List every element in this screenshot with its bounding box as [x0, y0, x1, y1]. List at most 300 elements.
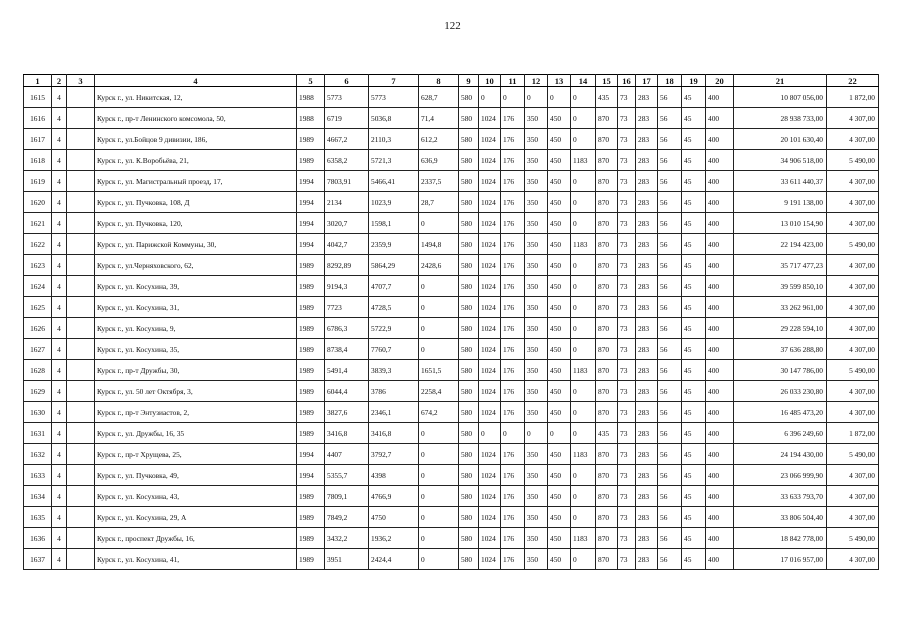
table-cell-col-7: 5036,8 [369, 108, 419, 129]
table-cell-col-14: 0 [571, 255, 596, 276]
table-cell-col-18: 56 [658, 444, 682, 465]
table-cell-col-11: 176 [501, 381, 525, 402]
column-header-15: 15 [596, 75, 618, 87]
table-cell-col-3 [67, 276, 95, 297]
table-cell-col-19: 45 [682, 486, 706, 507]
column-header-7: 7 [369, 75, 419, 87]
table-cell-col-9: 580 [459, 507, 479, 528]
table-cell-col-4: Курск г., ул. Пучковка, 108, Д [95, 192, 297, 213]
table-row [24, 87, 879, 108]
table-cell-col-22: 5 490,00 [827, 360, 879, 381]
table-cell-col-2: 4 [52, 507, 67, 528]
table-cell-col-11: 176 [501, 171, 525, 192]
table-cell-col-15: 870 [596, 339, 618, 360]
table-cell-col-9: 580 [459, 150, 479, 171]
table-cell-col-18: 56 [658, 171, 682, 192]
table-cell-col-2: 4 [52, 360, 67, 381]
table-cell-col-7: 5466,41 [369, 171, 419, 192]
table-cell-col-17: 283 [636, 192, 658, 213]
table-cell-col-14: 0 [571, 339, 596, 360]
table-cell-col-20: 400 [706, 381, 734, 402]
table-cell-col-5: 1989 [297, 129, 325, 150]
table-cell-col-10: 1024 [479, 402, 501, 423]
table-cell-col-19: 45 [682, 213, 706, 234]
table-cell-col-5: 1989 [297, 507, 325, 528]
table-cell-col-15: 870 [596, 192, 618, 213]
table-cell-col-1: 1636 [24, 528, 52, 549]
table-cell-col-19: 45 [682, 402, 706, 423]
table-cell-col-2: 4 [52, 276, 67, 297]
table-cell-col-17: 283 [636, 444, 658, 465]
table-cell-col-4: Курск г., ул. Пучковка, 120, [95, 213, 297, 234]
table-cell-col-5: 1994 [297, 213, 325, 234]
table-cell-col-19: 45 [682, 108, 706, 129]
table-cell-col-19: 45 [682, 549, 706, 570]
table-cell-col-9: 580 [459, 402, 479, 423]
table-cell-col-17: 283 [636, 402, 658, 423]
column-header-21: 21 [734, 75, 827, 87]
table-cell-col-11: 176 [501, 297, 525, 318]
table-cell-col-6: 5491,4 [325, 360, 369, 381]
table-row [24, 507, 879, 528]
column-header-2: 2 [52, 75, 67, 87]
table-cell-col-17: 283 [636, 381, 658, 402]
table-cell-col-18: 56 [658, 360, 682, 381]
table-cell-col-6: 8292,89 [325, 255, 369, 276]
table-cell-col-15: 870 [596, 318, 618, 339]
table-cell-col-1: 1615 [24, 87, 52, 108]
table-cell-col-22: 4 307,00 [827, 381, 879, 402]
table-cell-col-15: 870 [596, 528, 618, 549]
table-cell-col-7: 4750 [369, 507, 419, 528]
table-cell-col-12: 350 [525, 318, 548, 339]
table-cell-col-6: 7723 [325, 297, 369, 318]
table-cell-col-20: 400 [706, 507, 734, 528]
table-cell-col-15: 870 [596, 507, 618, 528]
table-cell-col-17: 283 [636, 108, 658, 129]
table-cell-col-14: 0 [571, 423, 596, 444]
table-cell-col-13: 450 [548, 507, 571, 528]
table-cell-col-9: 580 [459, 339, 479, 360]
table-row [24, 171, 879, 192]
table-cell-col-12: 350 [525, 528, 548, 549]
table-cell-col-12: 350 [525, 360, 548, 381]
table-cell-col-15: 870 [596, 213, 618, 234]
table-row [24, 549, 879, 570]
table-cell-col-14: 0 [571, 108, 596, 129]
table-cell-col-19: 45 [682, 297, 706, 318]
table-cell-col-8: 0 [419, 528, 459, 549]
table-cell-col-2: 4 [52, 486, 67, 507]
table-cell-col-18: 56 [658, 108, 682, 129]
table-cell-col-7: 3792,7 [369, 444, 419, 465]
table-cell-col-21: 18 842 778,00 [734, 528, 827, 549]
table-cell-col-11: 176 [501, 486, 525, 507]
table-cell-col-15: 435 [596, 423, 618, 444]
table-cell-col-21: 10 807 056,00 [734, 87, 827, 108]
table-cell-col-6: 3432,2 [325, 528, 369, 549]
table-cell-col-14: 0 [571, 297, 596, 318]
table-cell-col-1: 1619 [24, 171, 52, 192]
table-cell-col-14: 0 [571, 486, 596, 507]
table-cell-col-4: Курск г., ул. Парижской Коммуны, 30, [95, 234, 297, 255]
table-cell-col-11: 176 [501, 528, 525, 549]
table-cell-col-11: 176 [501, 192, 525, 213]
table-cell-col-21: 33 633 793,70 [734, 486, 827, 507]
table-cell-col-6: 4042,7 [325, 234, 369, 255]
table-cell-col-15: 870 [596, 108, 618, 129]
table-cell-col-7: 5864,29 [369, 255, 419, 276]
table-cell-col-18: 56 [658, 129, 682, 150]
table-row [24, 423, 879, 444]
table-cell-col-22: 4 307,00 [827, 486, 879, 507]
table-cell-col-11: 176 [501, 507, 525, 528]
table-cell-col-14: 0 [571, 402, 596, 423]
table-cell-col-12: 350 [525, 192, 548, 213]
table-cell-col-13: 450 [548, 297, 571, 318]
table-cell-col-15: 870 [596, 486, 618, 507]
table-cell-col-22: 1 872,00 [827, 423, 879, 444]
table-cell-col-18: 56 [658, 213, 682, 234]
table-cell-col-18: 56 [658, 528, 682, 549]
table-cell-col-17: 283 [636, 213, 658, 234]
table-cell-col-6: 7849,2 [325, 507, 369, 528]
table-cell-col-21: 35 717 477,23 [734, 255, 827, 276]
table-cell-col-21: 33 262 961,00 [734, 297, 827, 318]
table-cell-col-5: 1994 [297, 171, 325, 192]
table-cell-col-12: 350 [525, 444, 548, 465]
table-cell-col-11: 176 [501, 150, 525, 171]
table-cell-col-7: 2110,3 [369, 129, 419, 150]
table-cell-col-19: 45 [682, 87, 706, 108]
table-cell-col-6: 3020,7 [325, 213, 369, 234]
table-cell-col-18: 56 [658, 87, 682, 108]
table-row [24, 465, 879, 486]
register-table-container [23, 74, 878, 570]
table-cell-col-9: 580 [459, 87, 479, 108]
table-cell-col-16: 73 [618, 528, 636, 549]
table-cell-col-1: 1624 [24, 276, 52, 297]
table-cell-col-20: 400 [706, 465, 734, 486]
table-cell-col-10: 1024 [479, 108, 501, 129]
table-cell-col-3 [67, 171, 95, 192]
table-cell-col-2: 4 [52, 150, 67, 171]
table-cell-col-1: 1617 [24, 129, 52, 150]
table-cell-col-17: 283 [636, 360, 658, 381]
table-cell-col-2: 4 [52, 402, 67, 423]
table-cell-col-15: 870 [596, 360, 618, 381]
table-cell-col-22: 4 307,00 [827, 255, 879, 276]
table-cell-col-14: 1183 [571, 150, 596, 171]
table-cell-col-13: 450 [548, 528, 571, 549]
page-number: 122 [444, 20, 461, 32]
table-row [24, 339, 879, 360]
table-cell-col-19: 45 [682, 528, 706, 549]
table-cell-col-22: 4 307,00 [827, 318, 879, 339]
table-row [24, 213, 879, 234]
table-cell-col-20: 400 [706, 402, 734, 423]
table-cell-col-16: 73 [618, 381, 636, 402]
column-header-18: 18 [658, 75, 682, 87]
table-cell-col-9: 580 [459, 297, 479, 318]
table-row [24, 360, 879, 381]
table-cell-col-4: Курск г., проспект Дружбы, 16, [95, 528, 297, 549]
table-cell-col-19: 45 [682, 192, 706, 213]
table-cell-col-22: 4 307,00 [827, 297, 879, 318]
table-cell-col-8: 628,7 [419, 87, 459, 108]
table-header-row [24, 75, 879, 87]
table-cell-col-22: 4 307,00 [827, 276, 879, 297]
table-cell-col-21: 17 016 957,00 [734, 549, 827, 570]
table-cell-col-5: 1994 [297, 234, 325, 255]
table-cell-col-2: 4 [52, 444, 67, 465]
table-cell-col-1: 1626 [24, 318, 52, 339]
table-cell-col-3 [67, 318, 95, 339]
table-cell-col-11: 176 [501, 549, 525, 570]
table-cell-col-4: Курск г., ул. Дружбы, 16, 35 [95, 423, 297, 444]
table-cell-col-16: 73 [618, 255, 636, 276]
table-cell-col-17: 283 [636, 507, 658, 528]
table-cell-col-11: 176 [501, 234, 525, 255]
column-header-20: 20 [706, 75, 734, 87]
table-cell-col-14: 0 [571, 276, 596, 297]
table-cell-col-3 [67, 255, 95, 276]
table-cell-col-7: 5773 [369, 87, 419, 108]
table-row [24, 486, 879, 507]
table-cell-col-16: 73 [618, 444, 636, 465]
table-cell-col-11: 176 [501, 402, 525, 423]
table-cell-col-10: 1024 [479, 255, 501, 276]
table-cell-col-16: 73 [618, 507, 636, 528]
table-cell-col-2: 4 [52, 465, 67, 486]
table-cell-col-16: 73 [618, 87, 636, 108]
table-cell-col-16: 73 [618, 486, 636, 507]
table-cell-col-21: 23 066 999,90 [734, 465, 827, 486]
table-cell-col-19: 45 [682, 423, 706, 444]
table-cell-col-7: 2424,4 [369, 549, 419, 570]
table-cell-col-14: 1183 [571, 360, 596, 381]
table-cell-col-12: 350 [525, 213, 548, 234]
table-cell-col-22: 4 307,00 [827, 402, 879, 423]
table-cell-col-13: 450 [548, 444, 571, 465]
column-header-12: 12 [525, 75, 548, 87]
table-row [24, 255, 879, 276]
table-cell-col-8: 1651,5 [419, 360, 459, 381]
table-cell-col-20: 400 [706, 444, 734, 465]
table-cell-col-11: 176 [501, 213, 525, 234]
column-header-8: 8 [419, 75, 459, 87]
table-cell-col-18: 56 [658, 549, 682, 570]
table-cell-col-20: 400 [706, 339, 734, 360]
table-cell-col-17: 283 [636, 528, 658, 549]
table-cell-col-10: 0 [479, 423, 501, 444]
table-cell-col-19: 45 [682, 360, 706, 381]
table-cell-col-1: 1616 [24, 108, 52, 129]
table-cell-col-9: 580 [459, 528, 479, 549]
table-cell-col-5: 1989 [297, 549, 325, 570]
table-cell-col-20: 400 [706, 423, 734, 444]
table-cell-col-12: 350 [525, 150, 548, 171]
table-cell-col-20: 400 [706, 360, 734, 381]
table-cell-col-13: 0 [548, 87, 571, 108]
table-cell-col-7: 3839,3 [369, 360, 419, 381]
table-cell-col-10: 1024 [479, 381, 501, 402]
table-cell-col-22: 4 307,00 [827, 192, 879, 213]
table-cell-col-16: 73 [618, 234, 636, 255]
table-cell-col-7: 2359,9 [369, 234, 419, 255]
table-cell-col-16: 73 [618, 192, 636, 213]
table-cell-col-6: 6358,2 [325, 150, 369, 171]
table-cell-col-1: 1623 [24, 255, 52, 276]
table-cell-col-9: 580 [459, 444, 479, 465]
table-row [24, 381, 879, 402]
table-cell-col-16: 73 [618, 171, 636, 192]
table-cell-col-22: 4 307,00 [827, 507, 879, 528]
table-cell-col-5: 1988 [297, 87, 325, 108]
table-cell-col-9: 580 [459, 318, 479, 339]
table-cell-col-9: 580 [459, 171, 479, 192]
register-table [23, 74, 879, 570]
table-row [24, 528, 879, 549]
table-cell-col-6: 5355,7 [325, 465, 369, 486]
table-cell-col-10: 1024 [479, 339, 501, 360]
table-cell-col-2: 4 [52, 339, 67, 360]
table-cell-col-4: Курск г., пр-т Дружбы, 30, [95, 360, 297, 381]
table-row [24, 444, 879, 465]
table-cell-col-21: 28 938 733,00 [734, 108, 827, 129]
table-cell-col-10: 1024 [479, 528, 501, 549]
table-cell-col-17: 283 [636, 465, 658, 486]
table-row [24, 297, 879, 318]
table-cell-col-22: 4 307,00 [827, 129, 879, 150]
table-cell-col-20: 400 [706, 213, 734, 234]
table-cell-col-14: 0 [571, 129, 596, 150]
table-cell-col-3 [67, 444, 95, 465]
table-cell-col-22: 5 490,00 [827, 234, 879, 255]
table-cell-col-3 [67, 528, 95, 549]
table-cell-col-21: 34 906 518,00 [734, 150, 827, 171]
table-cell-col-7: 4728,5 [369, 297, 419, 318]
table-cell-col-13: 450 [548, 192, 571, 213]
table-cell-col-14: 1183 [571, 444, 596, 465]
table-cell-col-3 [67, 129, 95, 150]
table-cell-col-8: 0 [419, 423, 459, 444]
table-cell-col-10: 1024 [479, 318, 501, 339]
table-row [24, 402, 879, 423]
table-cell-col-15: 870 [596, 444, 618, 465]
table-cell-col-3 [67, 423, 95, 444]
column-header-10: 10 [479, 75, 501, 87]
table-cell-col-15: 870 [596, 465, 618, 486]
table-cell-col-19: 45 [682, 276, 706, 297]
table-cell-col-12: 350 [525, 171, 548, 192]
table-cell-col-2: 4 [52, 297, 67, 318]
table-cell-col-5: 1989 [297, 528, 325, 549]
table-cell-col-5: 1989 [297, 339, 325, 360]
table-cell-col-3 [67, 234, 95, 255]
table-cell-col-16: 73 [618, 318, 636, 339]
table-cell-col-3 [67, 297, 95, 318]
table-cell-col-12: 350 [525, 402, 548, 423]
table-cell-col-1: 1618 [24, 150, 52, 171]
table-cell-col-1: 1632 [24, 444, 52, 465]
table-cell-col-2: 4 [52, 108, 67, 129]
table-cell-col-18: 56 [658, 507, 682, 528]
table-cell-col-12: 350 [525, 381, 548, 402]
table-cell-col-6: 4407 [325, 444, 369, 465]
table-cell-col-16: 73 [618, 129, 636, 150]
table-cell-col-9: 580 [459, 192, 479, 213]
table-cell-col-18: 56 [658, 150, 682, 171]
table-cell-col-12: 350 [525, 234, 548, 255]
table-cell-col-4: Курск г., ул. 50 лет Октября, 3, [95, 381, 297, 402]
table-cell-col-17: 283 [636, 318, 658, 339]
table-cell-col-22: 4 307,00 [827, 339, 879, 360]
table-cell-col-8: 0 [419, 318, 459, 339]
table-cell-col-17: 283 [636, 150, 658, 171]
table-cell-col-8: 2337,5 [419, 171, 459, 192]
table-cell-col-8: 0 [419, 339, 459, 360]
table-cell-col-9: 580 [459, 381, 479, 402]
table-cell-col-16: 73 [618, 276, 636, 297]
table-cell-col-10: 1024 [479, 360, 501, 381]
table-cell-col-16: 73 [618, 150, 636, 171]
table-cell-col-4: Курск г., ул. Магистральный проезд, 17, [95, 171, 297, 192]
column-header-19: 19 [682, 75, 706, 87]
table-cell-col-2: 4 [52, 234, 67, 255]
table-cell-col-21: 30 147 786,00 [734, 360, 827, 381]
table-cell-col-4: Курск г., ул. Косухина, 35, [95, 339, 297, 360]
table-cell-col-15: 870 [596, 171, 618, 192]
table-cell-col-16: 73 [618, 360, 636, 381]
table-cell-col-14: 0 [571, 213, 596, 234]
table-cell-col-13: 450 [548, 381, 571, 402]
table-cell-col-1: 1628 [24, 360, 52, 381]
table-cell-col-9: 580 [459, 213, 479, 234]
table-cell-col-12: 0 [525, 87, 548, 108]
table-cell-col-4: Курск г., ул.Бойцов 9 дивизии, 186, [95, 129, 297, 150]
table-cell-col-7: 2346,1 [369, 402, 419, 423]
table-cell-col-18: 56 [658, 192, 682, 213]
table-cell-col-21: 33 806 504,40 [734, 507, 827, 528]
table-cell-col-7: 4766,9 [369, 486, 419, 507]
table-cell-col-17: 283 [636, 297, 658, 318]
table-cell-col-15: 870 [596, 255, 618, 276]
table-cell-col-6: 7809,1 [325, 486, 369, 507]
column-header-9: 9 [459, 75, 479, 87]
table-row [24, 150, 879, 171]
table-cell-col-2: 4 [52, 423, 67, 444]
table-cell-col-22: 5 490,00 [827, 528, 879, 549]
table-cell-col-14: 1183 [571, 528, 596, 549]
table-cell-col-15: 870 [596, 549, 618, 570]
table-cell-col-15: 870 [596, 150, 618, 171]
table-cell-col-6: 3951 [325, 549, 369, 570]
column-header-22: 22 [827, 75, 879, 87]
table-cell-col-3 [67, 507, 95, 528]
table-cell-col-10: 1024 [479, 486, 501, 507]
table-cell-col-6: 6719 [325, 108, 369, 129]
table-cell-col-12: 0 [525, 423, 548, 444]
table-cell-col-22: 5 490,00 [827, 444, 879, 465]
table-cell-col-17: 283 [636, 87, 658, 108]
table-cell-col-5: 1989 [297, 255, 325, 276]
table-cell-col-10: 1024 [479, 507, 501, 528]
table-cell-col-5: 1989 [297, 297, 325, 318]
table-cell-col-10: 1024 [479, 444, 501, 465]
table-cell-col-5: 1989 [297, 381, 325, 402]
table-cell-col-19: 45 [682, 318, 706, 339]
